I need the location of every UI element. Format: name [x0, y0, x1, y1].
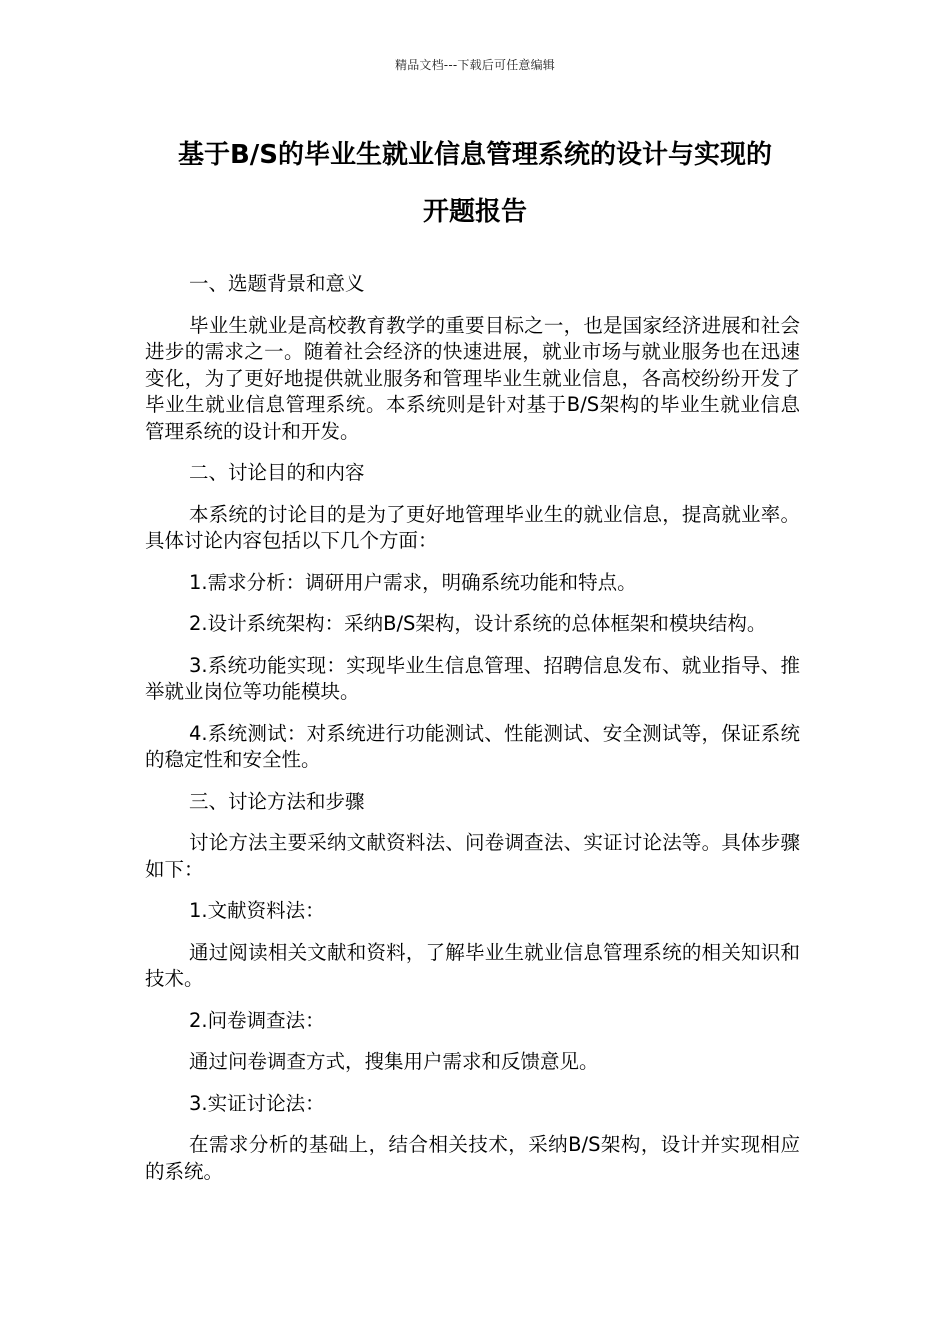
body-paragraph: 通过阅读相关文献和资料，了解毕业生就业信息管理系统的相关知识和技术。	[145, 940, 800, 990]
section-heading-methods: 三、讨论方法和步骤	[189, 789, 365, 813]
document-title-line-1: 基于B/S的毕业生就业信息管理系统的设计与实现的	[177, 140, 773, 170]
list-item: 1.文献资料法：	[189, 899, 325, 922]
body-paragraph: 讨论方法主要采纳文献资料法、问卷调查法、实证讨论法等。具体步骤如下：	[145, 831, 800, 881]
section-heading-objectives: 二、讨论目的和内容	[189, 461, 365, 484]
list-item: 1.需求分析：调研用户需求，明确系统功能和特点。	[189, 570, 637, 594]
body-paragraph: 本系统的讨论目的是为了更好地管理毕业生的就业信息，提高就业率。具体讨论内容包括以下几个方面：	[145, 502, 800, 552]
section-heading-background: 一、选题背景和意义	[189, 272, 365, 295]
list-item: 3.系统功能实现：实现毕业生信息管理、招聘信息发布、就业指导、推举就业岗位等功能模块。	[145, 653, 800, 703]
document-title-line-2: 开题报告	[422, 197, 527, 227]
list-item: 2.问卷调查法：	[189, 1008, 325, 1032]
list-item: 2.设计系统架构：采纳B/S架构，设计系统的总体框架和模块结构。	[189, 612, 767, 635]
list-item: 3.实证讨论法：	[189, 1091, 325, 1115]
document-body	[145, 271, 800, 1200]
body-paragraph: 通过问卷调查方式，搜集用户需求和反馈意见。	[189, 1050, 599, 1073]
body-paragraph: 毕业生就业是高校教育教学的重要目标之一，也是国家经济进展和社会进步的需求之一。随着社会经济的快速进展，就业市场与就业服务也在迅速变化，为了更好地提供就业服务和管理毕业生就业信息，各高校纷纷开发了毕业生就业信息管理系统。本系统则是针对基于B/S架构的毕业生就业信息管理系统的设计和开发。	[145, 313, 800, 443]
body-paragraph: 在需求分析的基础上，结合相关技术，采纳B/S架构，设计并实现相应的系统。	[145, 1133, 800, 1183]
list-item: 4.系统测试：对系统进行功能测试、性能测试、安全测试等，保证系统的稳定性和安全性。	[145, 721, 800, 771]
header-note: 精品文档---下载后可任意编辑	[395, 58, 555, 72]
